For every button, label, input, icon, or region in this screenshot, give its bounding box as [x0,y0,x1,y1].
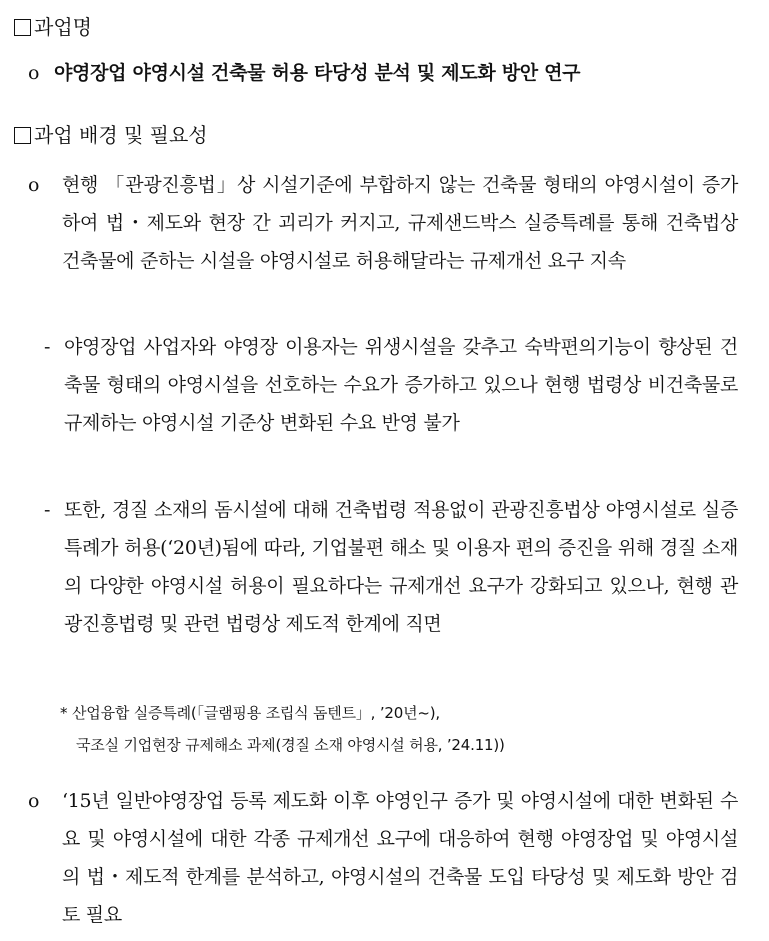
circle-bullet-icon: ο [28,790,40,812]
checkbox-square-icon [14,127,31,144]
circle-bullet-icon: ο [28,62,40,84]
circle-bullet-icon: ο [28,174,40,196]
checkbox-square-icon [14,19,31,36]
sub-item-text: 또한, 경질 소재의 돔시설에 대해 건축법령 적용없이 관광진흥법상 야영시설로 실증특례가 허용(‘20년)됨에 따라, 기업불편 해소 및 이용자 편의 증진을 위해 경질 소재의 다양한 야영시설 허용이 필요하다는 규제개선 요구가 강화되고 있으나, 현행 관광진흥법령 및 관련 법령상 제도적 한계에 직면 [64,499,738,635]
footnote [60,697,750,761]
background-sub-item-2 [44,491,738,643]
dash-bullet-icon: - [44,336,51,358]
background-paragraph-1 [28,166,738,280]
section-heading-task-name: 과업명 [14,14,92,40]
footnote-line-2: 국조실 기업현장 규제해소 과제(경질 소재 야영시설 허용, ’24.11)) [76,736,505,754]
footnote-line-1: 산업융합 실증특례(「글램핑용 조립식 돔텐트」, ’20년~), [72,704,440,722]
background-sub-item-1 [44,328,738,442]
paragraph-text: 현행 「관광진흥법」상 시설기준에 부합하지 않는 건축물 형태의 야영시설이 증가하여 법・제도와 현장 간 괴리가 커지고, 규제샌드박스 실증특례를 통해 건축법상 건축물에 준하는 시설을 야영시설로 허용해달라는 규제개선 요구 지속 [62,174,738,272]
paragraph-text: ‘15년 일반야영장업 등록 제도화 이후 야영인구 증가 및 야영시설에 대한 변화된 수요 및 야영시설에 대한 각종 규제개선 요구에 대응하여 현행 야영장업 및 야영시설의 법・제도적 한계를 분석하고, 야영시설의 건축물 도입 타당성 및 제도화 방안 검토 필요 [62,790,738,926]
asterisk-icon: * [60,704,68,722]
task-title [28,58,580,85]
dash-bullet-icon: - [44,499,51,521]
background-paragraph-2 [28,782,738,934]
section-heading-background: 과업 배경 및 필요성 [14,122,208,148]
task-title-text: 야영장업 야영시설 건축물 허용 타당성 분석 및 제도화 방안 연구 [54,62,581,84]
sub-item-text: 야영장업 사업자와 야영장 이용자는 위생시설을 갖추고 숙박편의기능이 향상된 건축물 형태의 야영시설을 선호하는 수요가 증가하고 있으나 현행 법령상 비건축물로 규제하는 야영시설 기준상 변화된 수요 반영 불가 [64,336,738,434]
